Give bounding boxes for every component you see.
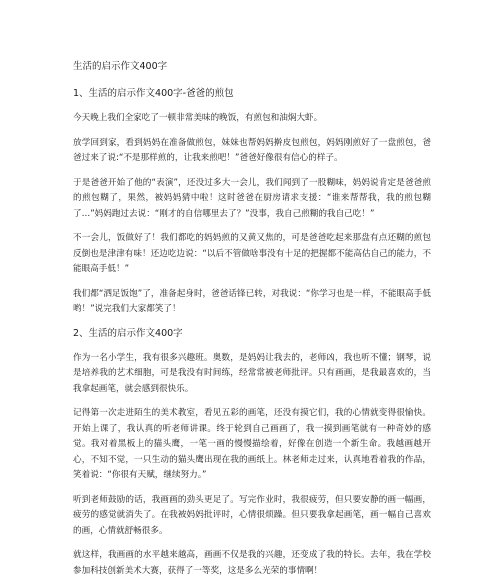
paragraph: 听到老师鼓励的话，我画画的劲头更足了。写完作业时，我很疲劳，但只要安静的画一幅画，疲劳的感觉就消失了。在我被妈妈批评时，心情很烦躁。但只要我拿起画笔，画一幅自己喜欢的画，心情就舒畅很多。 — [73, 494, 431, 536]
paragraph: 我们都“洒足饭饱”了，准备起身时，爸爸话锋已转，对我说：“你学习也是一样，不能眼高手低哟！”说完我们大家都笑了！ — [73, 288, 431, 314]
section-heading: 2、生活的启示作文400字 — [73, 327, 183, 339]
paragraph: 就这样，我画画的水平越来越高，画画不仅是我的兴趣，还变成了我的特长。去年，我在学校参加科技创新美术大赛，获得了一等奖，这是多么光荣的事情啊！ — [73, 550, 431, 576]
document-title: 生活的启示作文400字 — [73, 61, 168, 72]
paragraph: 作为一名小学生，我有很多兴趣班。奥数，是妈妈让我去的，老师凶，我也听不懂；钢琴，说是培养我的艺术细胞，可是我没有时间练，经常常被老师批评。只有画画，是我最喜欢的，当我拿起画笔，就会感到很快乐。 — [73, 352, 431, 394]
paragraph: 于是爸爸开始了他的“表演”，还没过多大一会儿，我们闻到了一股糊味，妈妈说肯定是爸爸煎的煎包糊了，果然，被妈妈猜中啦！这时爸爸在厨房请求支援：“谁来帮帮我，我的煎包糊了…”妈妈跑过去说：“刚才的自信哪里去了？”没事，我自己煎糊的我自己吃！” — [73, 177, 431, 219]
paragraph: 不一会儿，饭做好了！我们都吃的妈妈煎的又黄又焦的，可是爸爸吃起来那盘有点还糊的煎包反倒也是津津有味！还边吃边说：“以后不管做啥事没有十足的把握都不能高估自己的能力，不能眼高手低！” — [73, 233, 431, 274]
paragraph: 记得第一次走进陌生的美术教室，看见五彩的画笔，还没有摸它们，我的心情就变得很愉快。开始上课了，我认真的听老师讲课。终于轮到自己画画了，我一摸到画笔就有一种奇妙的感觉。我对着黑板上的猫头鹰，一笔一画的慢慢描绘着，好像在创造一个新生命。我越画越开心，不知不觉，一只生动的猫头鹰出现在我的画纸上。林老师走过来，认真地看着我的作品，笑着说：“你很有天赋，继续努力。” — [73, 408, 431, 480]
paragraph: 放学回到家，看到妈妈在准备做煎包，妹妹也帮妈妈擀皮包煎包，妈妈刚煎好了一盘煎包，爸爸过来了说:“不是那样煎的，让我来煎吧！”爸爸好像很有信心的样子。 — [73, 137, 431, 163]
paragraph: 今天晚上我们全家吃了一顿非常美味的晚饭，有煎包和油焖大虾。 — [73, 113, 323, 123]
document-page — [73, 60, 431, 588]
section-heading: 1、生活的启示作文400字-爸爸的煎包 — [73, 88, 234, 99]
